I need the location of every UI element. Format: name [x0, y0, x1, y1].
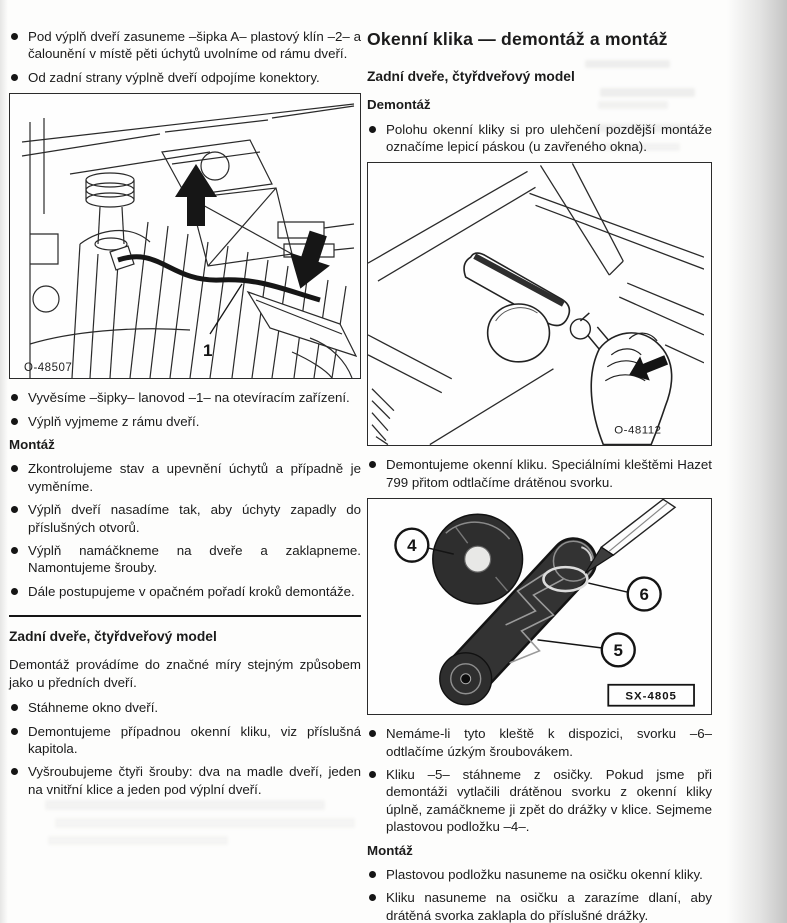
montaz-heading-left: Montáž — [9, 437, 55, 453]
list-item-text: Stáhneme okno dveří. — [28, 700, 159, 716]
list-item — [367, 766, 712, 836]
list-item-text: Výplň namáčkneme na dveře a zaklapneme. Namontujeme šrouby. — [28, 543, 361, 576]
figure-crank-parts — [367, 498, 712, 715]
list-item-text: Dále postupujeme v opačném pořadí kroků demontáže. — [28, 583, 355, 599]
list-item — [367, 121, 712, 156]
list-item — [9, 723, 361, 758]
svg-text:4: 4 — [407, 536, 417, 556]
list-item — [367, 866, 712, 883]
list-item — [9, 28, 361, 63]
list-item — [9, 501, 361, 536]
down-arrow-icon — [280, 227, 338, 295]
list-item-text: Kliku –5– stáhneme z osičky. Pokud jsme při demontáži vytlačili drátěnou svorku z okenní kliky úplně, zamáčkneme ji zpět do drážky v klice. Sejmeme plastovou podložku –4–. — [386, 766, 712, 835]
right-column — [367, 28, 712, 923]
figure-crank-removal — [367, 162, 712, 446]
bullet-dot-icon — [369, 871, 376, 878]
bullet-dot-icon — [11, 394, 18, 401]
bullet-dot-icon — [11, 74, 18, 81]
list-item-text: Pod výplň dveří zasuneme –šipka A– plastový klín –2– a čalounění v místě pěti úchytů uvolníme od rámu dveří. — [28, 29, 361, 62]
bullet-dot-icon — [11, 588, 18, 595]
figure-code: SX-4805 — [625, 690, 677, 703]
rear-door-heading-right: Zadní dveře, čtyřdveřový model — [367, 69, 575, 85]
crank-parts-illustration — [368, 499, 704, 714]
figure-door-lock — [9, 93, 361, 379]
list-item — [9, 542, 361, 577]
figure-code: O-48112 — [614, 424, 662, 437]
list-item-text: Vyšroubujeme čtyři šrouby: dva na madle dveří, jeden na vnitřní klice a jeden pod výplní dveří. — [28, 764, 361, 797]
crank-removal-illustration — [368, 163, 704, 445]
list-item-text: Plastovou podložku nasuneme na osičku okenní kliky. — [386, 866, 703, 882]
bullet-dot-icon — [369, 126, 376, 133]
list-item-text: Kliku nasuneme na osičku a zarazíme dlaní, aby drátěná svorka zaklapla do příslušné drážky. — [386, 890, 712, 923]
page-title: Okenní klika — demontáž a montáž — [367, 29, 668, 49]
bullet-dot-icon — [369, 461, 376, 468]
bullet-dot-icon — [11, 728, 18, 735]
list-item-text: Demontujeme okenní kliku. Speciálními kleštěmi Hazet 799 přitom odtlačíme drátěnou svorku. — [386, 457, 712, 490]
ghost-smudge — [55, 818, 355, 828]
figure-code: O-48507 — [24, 362, 73, 375]
list-item — [9, 413, 361, 430]
rear-door-heading-left: Zadní dveře, čtyřdveřový model — [9, 629, 217, 645]
list-item — [9, 583, 361, 600]
cable-lanovod — [118, 257, 320, 300]
ghost-smudge — [48, 836, 228, 845]
part-number-label: 1 — [203, 341, 213, 361]
bullet-dot-icon — [369, 730, 376, 737]
list-item-text: Výplň vyjmeme z rámu dveří. — [28, 413, 200, 429]
leader-line — [210, 284, 242, 334]
montaz-heading-right: Montáž — [367, 842, 413, 858]
bullet-dot-icon — [11, 465, 18, 472]
list-item — [9, 699, 361, 716]
scan-edge-right — [727, 0, 787, 923]
list-item — [9, 460, 361, 495]
section-divider — [9, 615, 361, 617]
rear-door-intro: Demontáž provádíme do značné míry stejným způsobem jako u předních dveří. — [9, 657, 361, 690]
bullet-dot-icon — [369, 894, 376, 901]
demontaz-heading: Demontáž — [367, 97, 431, 113]
bullet-dot-icon — [11, 704, 18, 711]
bullet-dot-icon — [369, 771, 376, 778]
bullet-dot-icon — [11, 506, 18, 513]
bullet-dot-icon — [11, 547, 18, 554]
list-item-text: Od zadní strany výplně dveří odpojíme konektory. — [28, 69, 320, 85]
up-arrow-icon — [175, 164, 217, 226]
list-item-text: Polohu okenní kliky si pro ulehčení pozdější montáže označíme lepicí páskou (u zavřeného okna). — [386, 121, 712, 154]
svg-text:5: 5 — [613, 640, 623, 660]
list-item — [367, 456, 712, 491]
list-item — [9, 389, 361, 406]
callout-crank — [537, 634, 634, 667]
scan-edge-left — [0, 0, 8, 923]
door-lock-illustration — [10, 94, 357, 378]
list-item — [367, 725, 712, 760]
bullet-dot-icon — [11, 418, 18, 425]
figure-code-box — [608, 685, 694, 706]
list-item-text: Výplň dveří nasadíme tak, aby úchyty zapadly do příslušných otvorů. — [28, 502, 361, 535]
list-item-text: Zkontrolujeme stav a upevnění úchytů a případně je vyměníme. — [28, 461, 361, 494]
list-item-text: Nemáme-li tyto kleště k dispozici, svorku –6– odtlačíme úzkým šroubovákem. — [386, 726, 712, 759]
callout-clip — [588, 578, 660, 611]
list-item — [9, 69, 361, 86]
bullet-dot-icon — [11, 33, 18, 40]
bullet-dot-icon — [11, 768, 18, 775]
svg-text:6: 6 — [639, 585, 649, 605]
crank-knob — [488, 304, 550, 362]
left-column — [9, 28, 361, 804]
list-item — [9, 763, 361, 798]
list-item-text: Vyvěsíme –šipky– lanovod –1– na otevíracím zařízení. — [28, 390, 350, 406]
list-item — [367, 889, 712, 923]
list-item-text: Demontujeme případnou okenní kliku, viz příslušná kapitola. — [28, 723, 361, 756]
